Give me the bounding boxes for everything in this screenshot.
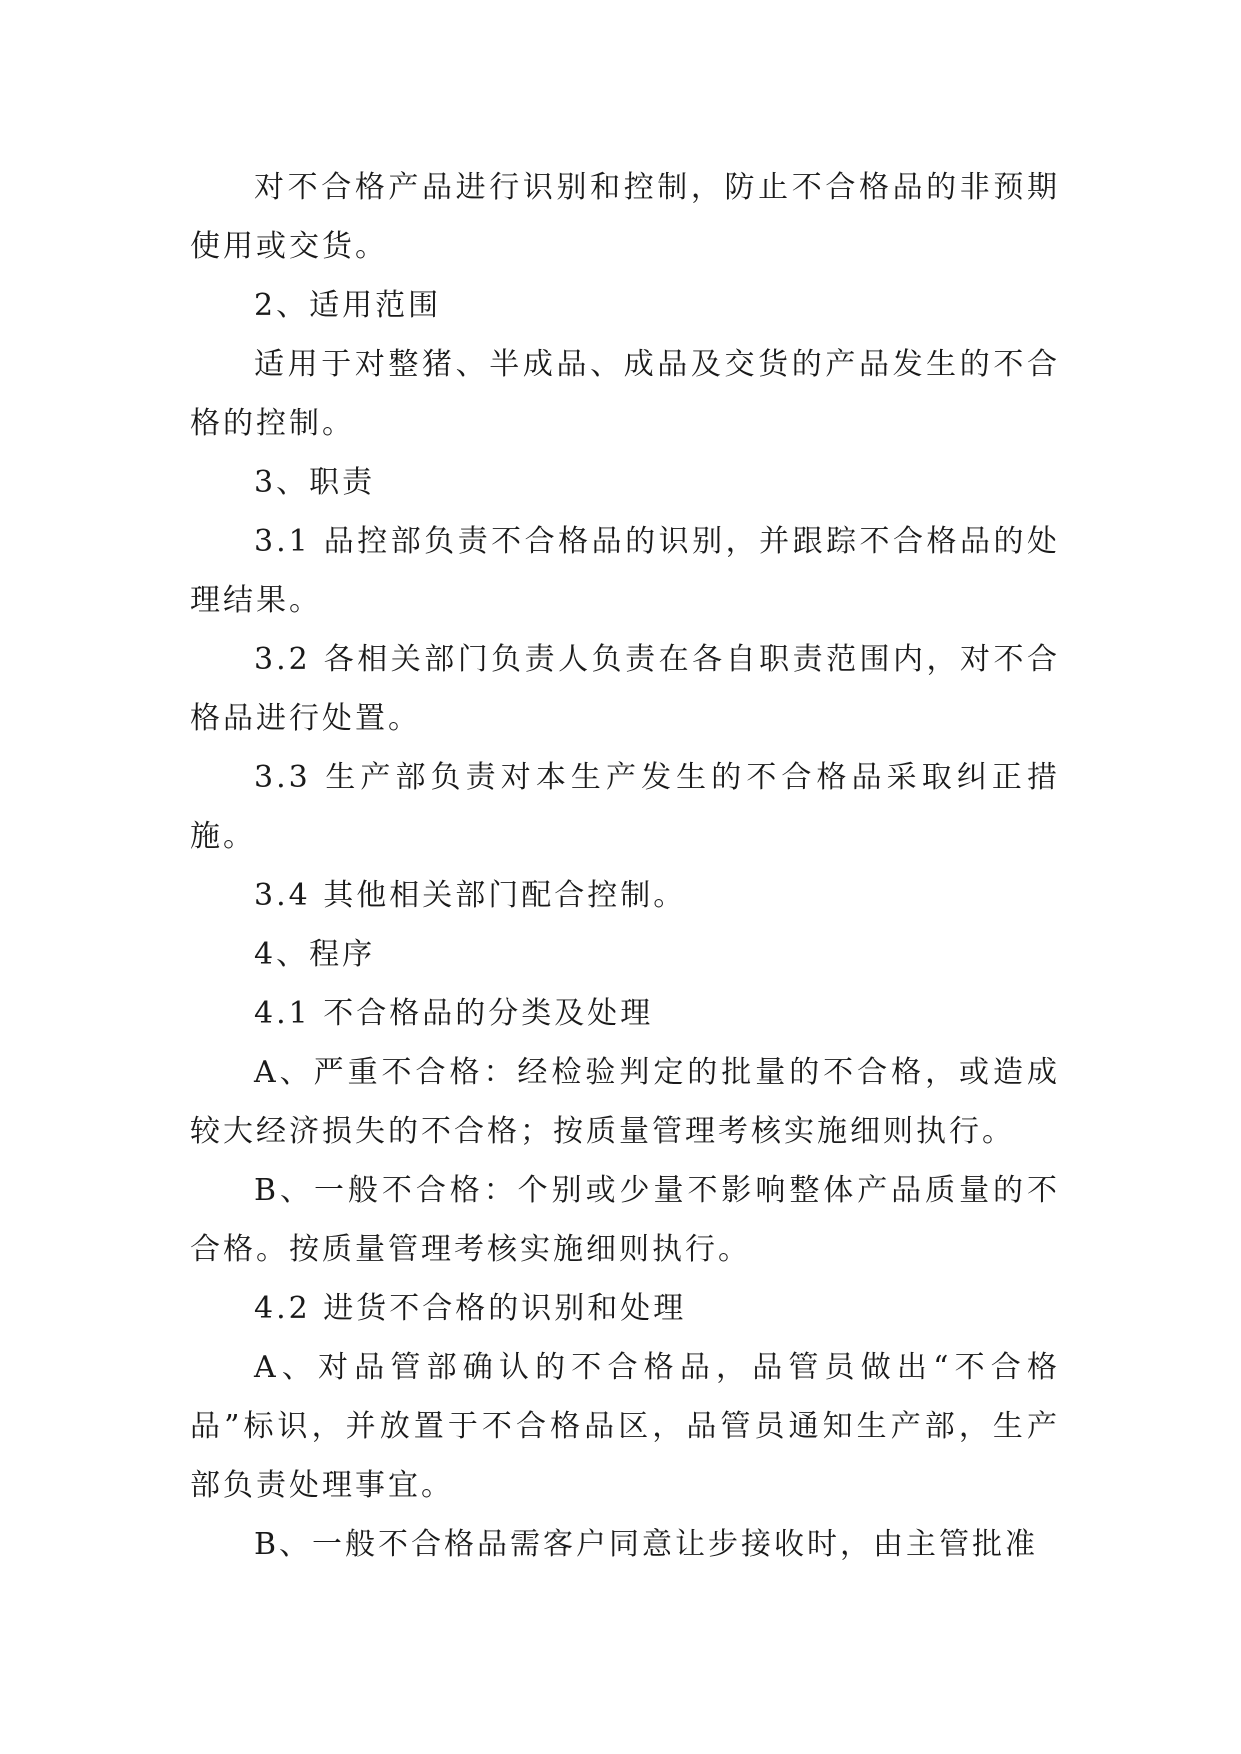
paragraph-3-4: 3.4 其他相关部门配合控制。	[254, 878, 687, 913]
heading-procedure: 4、程序	[254, 937, 376, 972]
heading-scope: 2、适用范围	[254, 288, 442, 323]
paragraph-4-2-b: B、一般不合格品需客户同意让步接收时，由主管批准	[254, 1527, 1039, 1562]
paragraph-3-3: 3.3 生产部负责对本生产发生的不合格品采取纠正措施。	[190, 760, 1060, 854]
heading-4-2: 4.2 进货不合格的识别和处理	[254, 1291, 687, 1326]
heading-4-1: 4.1 不合格品的分类及处理	[254, 996, 654, 1031]
paragraph-purpose: 对不合格产品进行识别和控制，防止不合格品的非预期使用或交货。	[190, 170, 1060, 264]
document-body	[190, 158, 1060, 1574]
paragraph-3-2: 3.2 各相关部门负责人负责在各自职责范围内，对不合格品进行处置。	[190, 642, 1060, 736]
paragraph-4-1-b: B、一般不合格：个别或少量不影响整体产品质量的不合格。按质量管理考核实施细则执行。	[190, 1173, 1060, 1267]
paragraph-4-2-a: A、对品管部确认的不合格品，品管员做出“不合格品”标识，并放置于不合格品区，品管员通知生产部，生产部负责处理事宜。	[190, 1350, 1060, 1503]
paragraph-3-1: 3.1 品控部负责不合格品的识别，并跟踪不合格品的处理结果。	[190, 524, 1060, 618]
heading-responsibilities: 3、职责	[254, 465, 376, 500]
paragraph-scope: 适用于对整猪、半成品、成品及交货的产品发生的不合格的控制。	[190, 347, 1060, 441]
paragraph-4-1-a: A、严重不合格：经检验判定的批量的不合格，或造成较大经济损失的不合格；按质量管理考核实施细则执行。	[190, 1055, 1060, 1149]
